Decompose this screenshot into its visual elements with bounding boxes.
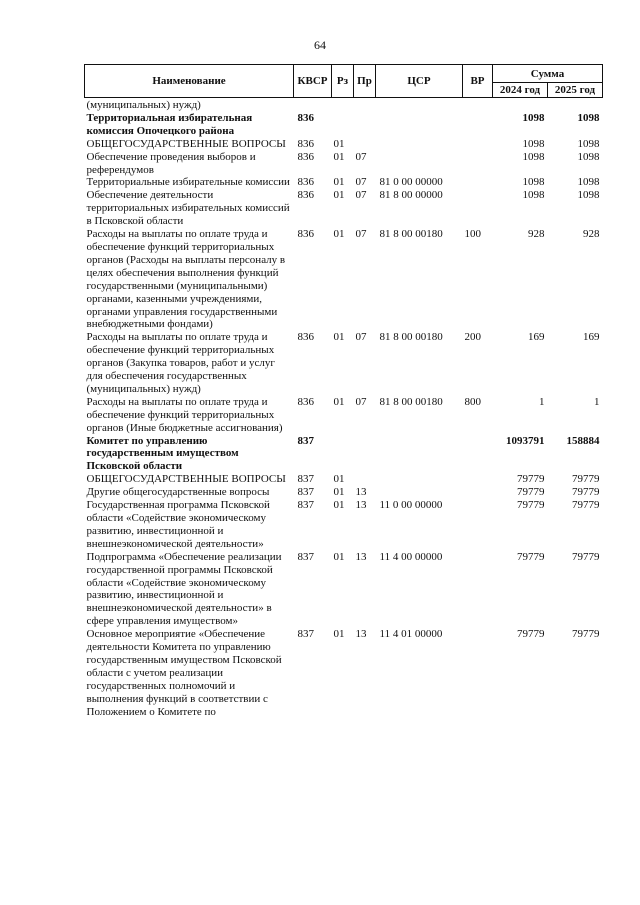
cell-kvsr	[294, 98, 332, 112]
cell-kvsr: 836	[297, 150, 314, 163]
cell-sum-2025: 169	[583, 331, 600, 344]
cell-vr	[463, 486, 493, 499]
header-pr: Пр	[354, 65, 376, 98]
cell-csr: 81 8 00 00000	[379, 189, 443, 202]
cell-vr	[463, 138, 493, 151]
cell-rz: 01	[333, 486, 345, 499]
header-kvsr: КВСР	[294, 65, 332, 98]
cell-sum-2025: 1098	[577, 176, 600, 189]
cell-sum-2025: 158884	[566, 434, 600, 447]
cell-sum-2024: 1098	[522, 150, 545, 163]
cell-rz: 01	[333, 189, 345, 202]
table-row	[85, 331, 603, 396]
page-number: 64	[314, 38, 326, 52]
cell-sum-2025: 1098	[577, 189, 600, 202]
cell-rz	[332, 112, 354, 138]
cell-sum-2024: 79779	[517, 499, 545, 512]
header-rz: Рз	[332, 65, 354, 98]
cell-pr: 13	[355, 550, 367, 563]
cell-name: Подпрограмма «Обеспечение реализации государственной программы Псковской области «Содействие экономическому развитию, инвестиционной и внешнеэкономической деятельности» в сфере управления имуществом»	[86, 550, 282, 628]
cell-rz: 01	[333, 628, 345, 641]
cell-csr	[376, 435, 463, 474]
cell-sum-2024: 79779	[517, 628, 545, 641]
cell-name: Расходы на выплаты по оплате труда и обеспечение функций территориальных органов (Закупка товаров, работ и услуг для обеспечения государственных (муниципальных) нужд)	[86, 331, 275, 395]
header-year-2025: 2025 год	[548, 83, 603, 98]
cell-csr: 81 8 00 00180	[379, 228, 443, 241]
cell-kvsr: 836	[297, 176, 314, 189]
cell-vr	[463, 98, 493, 112]
cell-rz: 01	[333, 176, 345, 189]
cell-csr: 81 8 00 00180	[379, 331, 443, 344]
table-row	[85, 151, 603, 177]
cell-sum-2024: 79779	[517, 550, 545, 563]
cell-pr: 07	[355, 150, 367, 163]
cell-csr: 11 0 00 00000	[379, 499, 443, 512]
cell-pr: 13	[355, 499, 367, 512]
cell-csr: 11 4 00 00000	[379, 550, 443, 563]
cell-name: Обеспечение деятельности территориальных избирательных комиссий в Псковской области	[86, 189, 290, 228]
table-row	[85, 551, 603, 628]
table-row	[85, 176, 603, 189]
cell-vr	[463, 473, 493, 486]
cell-vr: 100	[464, 228, 481, 241]
cell-kvsr: 837	[297, 486, 314, 499]
cell-sum-2024: 1098	[522, 137, 545, 150]
table-row	[85, 112, 603, 138]
cell-vr: 200	[464, 331, 481, 344]
cell-rz: 01	[333, 228, 345, 241]
cell-kvsr: 837	[297, 550, 314, 563]
cell-rz: 01	[333, 499, 345, 512]
cell-vr	[463, 499, 493, 551]
table-row	[85, 499, 603, 551]
cell-vr	[463, 189, 493, 228]
cell-kvsr: 836	[297, 189, 314, 202]
cell-rz: 01	[333, 150, 345, 163]
header-year-2024: 2024 год	[493, 83, 548, 98]
cell-sum-2025: 79779	[572, 628, 600, 641]
cell-sum-2025	[548, 98, 603, 112]
cell-rz: 01	[333, 395, 345, 408]
cell-kvsr: 837	[297, 434, 314, 447]
cell-sum-2024: 1098	[522, 176, 545, 189]
table-row	[85, 628, 603, 718]
cell-csr	[376, 151, 463, 177]
table-row	[85, 228, 603, 331]
cell-kvsr: 837	[297, 499, 314, 512]
cell-sum-2024: 1098	[522, 189, 545, 202]
cell-name: Территориальная избирательная комиссия Опочецкого района	[86, 111, 253, 137]
cell-name: Расходы на выплаты по оплате труда и обеспечение функций территориальных органов (Иные бюджетные ассигнования)	[86, 395, 283, 434]
table-row	[85, 396, 603, 435]
cell-sum-2024: 169	[528, 331, 545, 344]
table-row	[85, 435, 603, 474]
cell-pr	[354, 98, 376, 112]
table-body	[85, 98, 603, 719]
cell-vr	[463, 435, 493, 474]
cell-sum-2025: 79779	[572, 550, 600, 563]
cell-name: Другие общегосударственные вопросы	[86, 486, 270, 499]
cell-sum-2025: 79779	[572, 499, 600, 512]
cell-sum-2024	[493, 98, 548, 112]
cell-kvsr: 836	[297, 331, 314, 344]
cell-rz: 01	[333, 550, 345, 563]
cell-sum-2024: 928	[528, 228, 545, 241]
table-row	[85, 98, 603, 112]
cell-vr	[463, 628, 493, 718]
cell-pr	[354, 473, 376, 486]
cell-csr: 81 8 00 00180	[379, 395, 443, 408]
table-row	[85, 486, 603, 499]
cell-rz	[332, 435, 354, 474]
cell-pr: 07	[355, 176, 367, 189]
cell-rz	[332, 98, 354, 112]
cell-name: Комитет по управлению государственным имуществом Псковской области	[86, 434, 239, 473]
cell-sum-2025: 1098	[577, 137, 600, 150]
cell-kvsr: 836	[297, 111, 314, 124]
cell-rz: 01	[333, 473, 345, 486]
header-csr: ЦСР	[376, 65, 463, 98]
header-name: Наименование	[85, 65, 294, 98]
cell-name: Расходы на выплаты по оплате труда и обеспечение функций территориальных органов (Расходы на выплаты персоналу в целях обеспечения выполнения функций государственными (муниципальными) органами, казенными учреждениями, органами управления государственными внебюджетными фондами)	[86, 228, 286, 331]
cell-name: Государственная программа Псковской области «Содействие экономическому развитию, инвестиционной и внешнеэкономической деятельности»	[86, 499, 270, 550]
cell-sum-2024: 79779	[517, 486, 545, 499]
cell-pr: 07	[355, 189, 367, 202]
cell-name: ОБЩЕГОСУДАРСТВЕННЫЕ ВОПРОСЫ	[86, 473, 286, 486]
cell-sum-2025: 1098	[577, 150, 600, 163]
cell-sum-2024: 1093791	[506, 434, 545, 447]
cell-name: Обеспечение проведения выборов и референдумов	[86, 150, 256, 176]
cell-kvsr: 837	[297, 473, 314, 486]
cell-kvsr: 836	[297, 228, 314, 241]
cell-pr: 07	[355, 331, 367, 344]
cell-pr	[354, 138, 376, 151]
budget-table	[84, 64, 603, 719]
cell-rz: 01	[333, 331, 345, 344]
cell-pr	[354, 112, 376, 138]
header-sum: Сумма	[493, 65, 603, 83]
cell-sum-2025: 79779	[572, 486, 600, 499]
cell-rz: 01	[333, 137, 345, 150]
cell-sum-2024: 79779	[517, 473, 545, 486]
cell-vr	[463, 551, 493, 628]
cell-kvsr: 837	[297, 628, 314, 641]
cell-name: Основное мероприятие «Обеспечение деятельности Комитета по управлению государственным имуществом Псковской области с учетом реализации государственных полномочий и выполнения функций в соответствии с Положением о Комитете по	[86, 628, 282, 718]
cell-sum-2025: 928	[583, 228, 600, 241]
cell-sum-2025: 1	[594, 395, 600, 408]
cell-sum-2024: 1	[539, 395, 545, 408]
cell-vr	[463, 176, 493, 189]
cell-sum-2025: 1098	[577, 111, 600, 124]
table-row	[85, 473, 603, 486]
cell-vr: 800	[464, 395, 481, 408]
cell-csr	[376, 98, 463, 112]
cell-csr	[376, 486, 463, 499]
cell-vr	[463, 151, 493, 177]
cell-kvsr: 836	[297, 395, 314, 408]
cell-pr: 13	[355, 628, 367, 641]
cell-pr: 07	[355, 228, 367, 241]
cell-csr	[376, 138, 463, 151]
header-vr: ВР	[463, 65, 493, 98]
cell-name: (муниципальных) нужд)	[86, 99, 201, 111]
cell-csr	[376, 473, 463, 486]
cell-csr: 11 4 01 00000	[379, 628, 443, 641]
cell-sum-2025: 79779	[572, 473, 600, 486]
cell-pr: 07	[355, 395, 367, 408]
cell-csr: 81 0 00 00000	[379, 176, 443, 189]
cell-name: ОБЩЕГОСУДАРСТВЕННЫЕ ВОПРОСЫ	[86, 137, 286, 150]
cell-name: Территориальные избирательные комиссии	[86, 176, 290, 189]
table-row	[85, 189, 603, 228]
cell-pr	[354, 435, 376, 474]
table-header	[85, 65, 603, 98]
cell-csr	[376, 112, 463, 138]
cell-kvsr: 836	[297, 137, 314, 150]
cell-vr	[463, 112, 493, 138]
cell-pr: 13	[355, 486, 367, 499]
table-row	[85, 138, 603, 151]
cell-sum-2024: 1098	[522, 111, 545, 124]
